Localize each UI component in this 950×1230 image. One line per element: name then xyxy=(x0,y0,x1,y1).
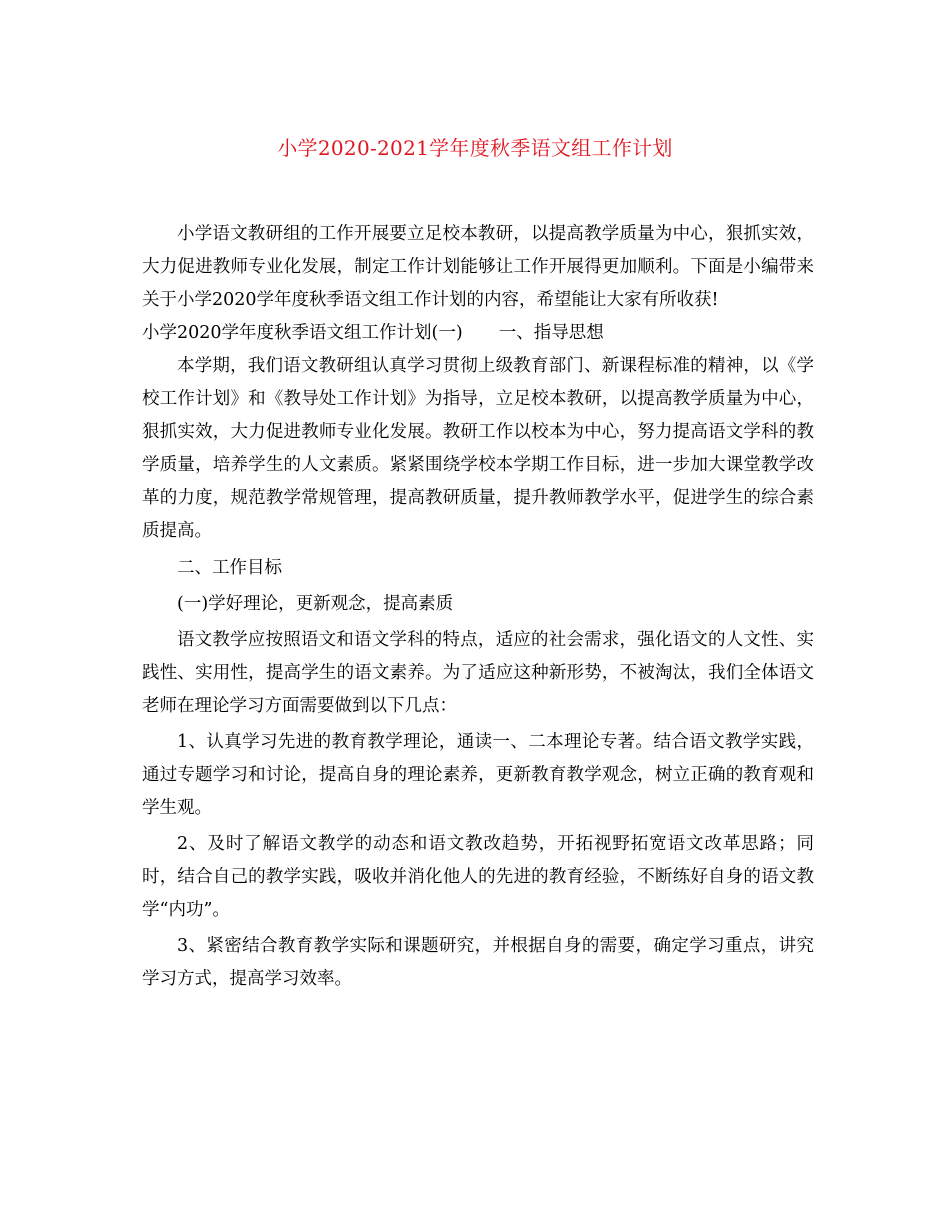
plan-heading: 小学2020学年度秋季语文组工作计划(一) xyxy=(142,323,463,343)
list-item-1: 1、认真学习先进的教育教学理论，通读一、二本理论专著。结合语文教学实践，通过专题学习和讨论，提高自身的理论素养，更新教育教学观念，树立正确的教育观和学生观。 xyxy=(142,732,814,818)
sub1-paragraph: 语文教学应按照语文和语文学科的特点，适应的社会需求，强化语文的人文性、实践性、实用性，提高学生的语文素养。为了适应这种新形势，不被淘汰，我们全体语文老师在理论学习方面需要做到以下几点： xyxy=(142,630,814,716)
section2-heading: 二、工作目标 xyxy=(177,558,282,578)
intro-paragraph: 小学语文教研组的工作开展要立足校本教研，以提高教学质量为中心，狠抓实效，大力促进教师专业化发展，制定工作计划能够让工作开展得更加顺利。下面是小编带来关于小学2020学年度秋季语文组工作计划的内容，希望能让大家有所收获! xyxy=(142,224,814,310)
list-item-3: 3、紧密结合教育教学实际和课题研究，并根据自身的需要，确定学习重点，讲究学习方式，提高学习效率。 xyxy=(142,936,814,989)
guiding-paragraph: 本学期，我们语文教研组认真学习贯彻上级教育部门、新课程标准的精神，以《学校工作计划》和《教导处工作计划》为指导，立足校本教研，以提高教学质量为中心，狠抓实效，大力促进教师专业化发展。教研工作以校本为中心，努力提高语文学科的教学质量，培养学生的人文素质。紧紧围绕学校本学期工作目标，进一步加大课堂教学改革的力度，规范教学常规管理，提高教研质量，提升教师教学水平，促进学生的综合素质提高。 xyxy=(142,356,814,541)
sub1-heading: (一)学好理论，更新观念，提高素质 xyxy=(177,594,454,614)
list-item-2: 2、及时了解语文教学的动态和语文教改趋势，开拓视野拓宽语文改革思路；同时，结合自己的教学实践，吸收并消化他人的先进的教育经验，不断练好自身的语文教学“内功”。 xyxy=(142,834,814,920)
document-body xyxy=(142,218,814,996)
plan-heading-line xyxy=(142,317,814,350)
document-title: 小学2020-2021学年度秋季语文组工作计划 xyxy=(277,136,673,160)
section1-heading: 一、指导思想 xyxy=(498,323,604,343)
